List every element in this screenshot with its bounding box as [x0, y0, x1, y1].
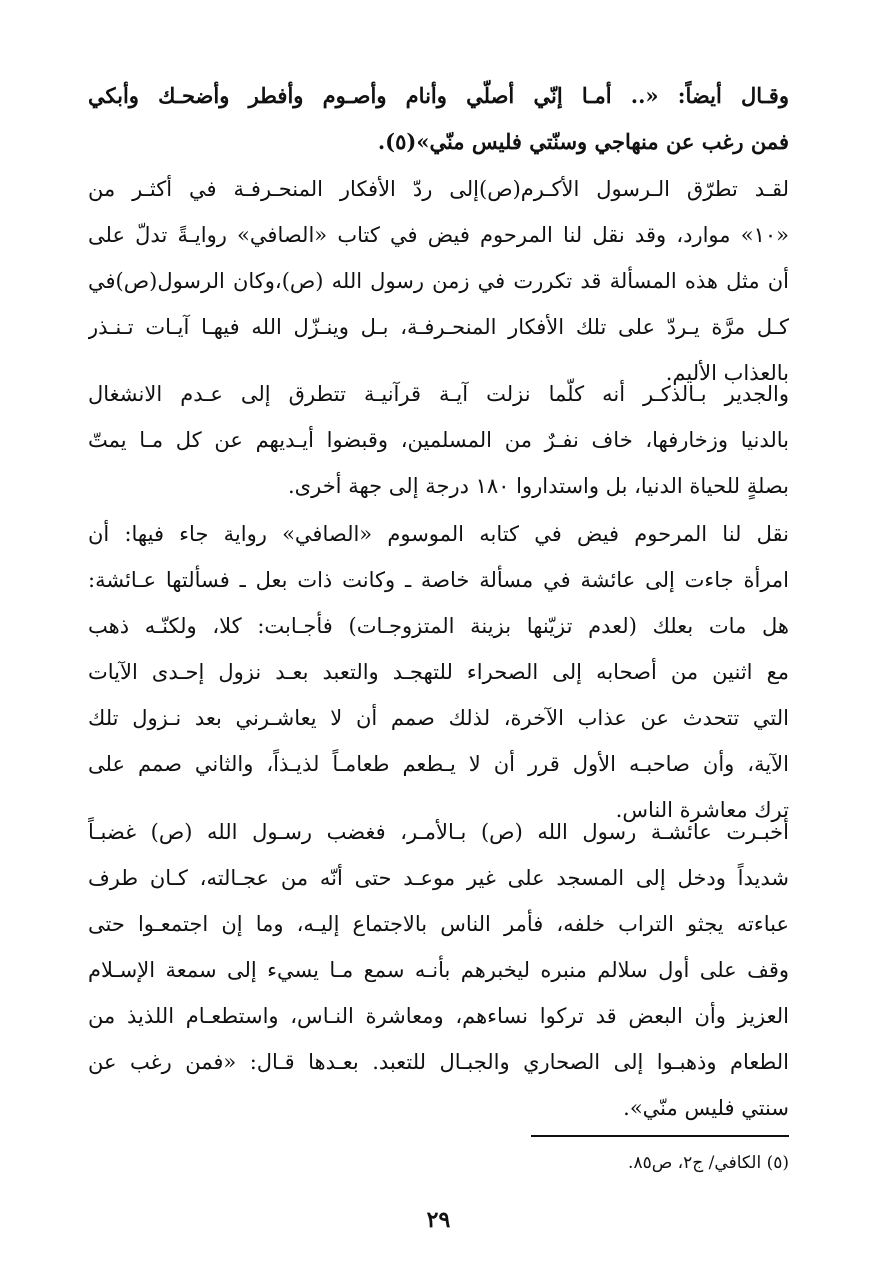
text-line: والجدير بـالذكـر أنه كلّما نزلت آيـة قرآنيـة تتطرق إلى عـدم الانشغال: [88, 382, 789, 406]
text-line: بصلةٍ للحياة الدنيا، بل واستداروا ١٨٠ درجة إلى جهة أخرى.: [288, 474, 789, 498]
text-line: بالعذاب الأليم.: [665, 361, 789, 385]
page-number: ٢٩: [426, 1207, 451, 1233]
paragraph-4: [88, 511, 789, 833]
text-line: العزيز وأن البعض قد تركوا نساءهم، ومعاشرة النـاس، واستطعـام اللذيذ من: [88, 1004, 789, 1028]
paragraph-5: [88, 809, 789, 1131]
text-line: كـل مرَّة يـردّ على تلك الأفكار المنحـرفـة، بـل وينـزّل الله فيهـا آيـات تـنـذر: [88, 315, 789, 339]
text-line: أخبـرت عائشـة رسول الله (ص) بـالأمـر، فغضب رسـول الله (ص) غضبـاً: [88, 820, 789, 844]
text-line: مع اثنين من أصحابه إلى الصحراء للتهجـد والتعبد بعـد نزول إحـدى الآيات: [88, 660, 789, 684]
text-line: أن مثل هذه المسألة قد تكررت في زمن رسول الله (ص)،وكان الرسول(ص)في: [88, 269, 789, 293]
text-line: الآية، وأن صاحبـه الأول قرر أن لا يـطعم طعامـاً لذيـذاً، والثاني صمم على: [88, 752, 789, 776]
text-line: الطعام وذهبـوا إلى الصحاري والجبـال للتعبد. بعـدها قـال: «فمن رغب عن: [88, 1050, 789, 1074]
text-line: سنتي فليس منّي».: [623, 1096, 789, 1120]
text-line: عباءته يجثو التراب خلفه، فأمر الناس بالاجتماع إليـه، وما إن اجتمعـوا حتى: [88, 912, 789, 936]
text-line: هل مات بعلك (لعدم تزيّنها بزينة المتزوجـات) فأجـابت: كلا، ولكنّـه ذهب: [88, 614, 789, 638]
text-line: امرأة جاءت إلى عائشة في مسألة خاصة ـ وكانت ذات بعل ـ فسألتها عـائشة:: [88, 568, 789, 592]
paragraph-2: [88, 166, 789, 396]
text-line: وقف على أول سلالم منبره ليخبرهم بأنـه سمع مـا يسيء إلى سمعة الإسـلام: [88, 958, 789, 982]
text-line: «١٠» موارد، وقد نقل لنا المرحوم فيض في كتاب «الصافي» روايـةً تدلّ على: [88, 223, 789, 247]
text-line: نقل لنا المرحوم فيض في كتابه الموسوم «الصافي» رواية جاء فيها: أن: [88, 522, 789, 546]
paragraph-3: [88, 371, 789, 509]
footnote-divider: [531, 1135, 789, 1137]
footnote: (٥) الكافي/ ج٢، ص٨٥.: [628, 1153, 789, 1173]
text-line: بالدنيا وزخارفها، خاف نفـرٌ من المسلمين، وقبضوا أيـديهم عن كل مـا يمتّ: [88, 428, 789, 452]
text-line: وقـال أيضاً: «.. أمـا إنّي أصلّي وأنام وأصـوم وأفطر وأضحـك وأبكي: [88, 83, 789, 108]
text-line: ترك معاشرة الناس.: [615, 798, 789, 822]
paragraph-1: [88, 73, 789, 165]
text-line: فمن رغب عن منهاجي وسنّتي فليس منّي»(٥).: [377, 129, 789, 154]
text-line: لقـد تطرّق الـرسول الأكـرم(ص)إلى ردّ الأفكار المنحـرفـة في أكثـر من: [88, 177, 789, 201]
text-line: التي تتحدث عن عذاب الآخرة، لذلك صمم أن لا يعاشـرني بعد نـزول تلك: [88, 706, 789, 730]
text-line: شديداً ودخل إلى المسجد على غير موعـد حتى أنّه من عجـالته، كـان طرف: [88, 866, 789, 890]
